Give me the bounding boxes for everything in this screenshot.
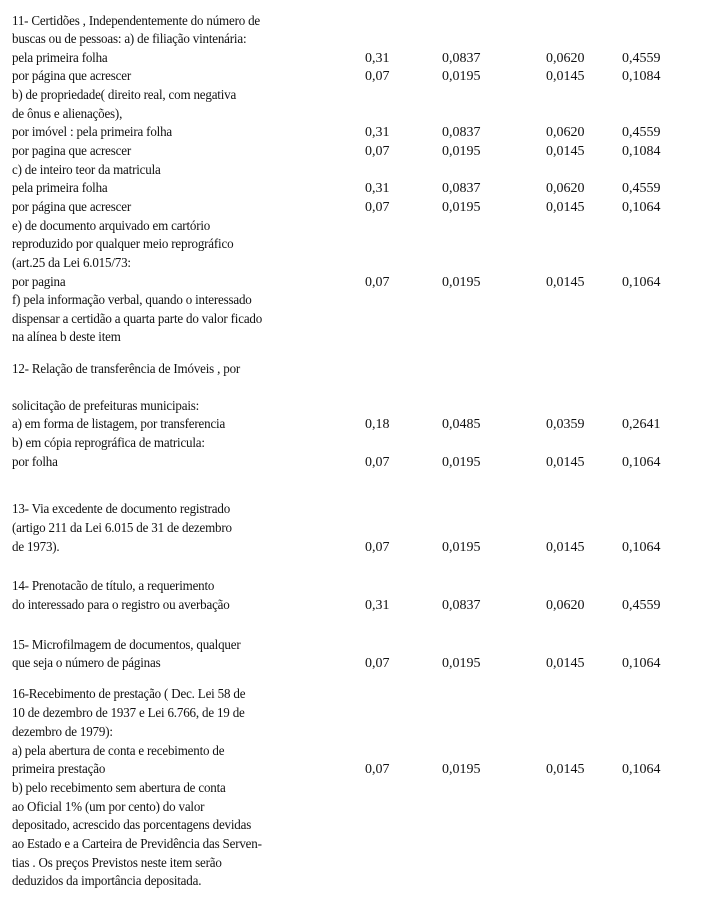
value-col-3: 0,0620: [546, 598, 585, 613]
description-line: do interessado para o registro ou averbação: [12, 598, 230, 613]
value-col-1: 0,07: [365, 656, 390, 671]
description-line: de 1973).: [12, 540, 60, 555]
value-col-1: 0,31: [365, 598, 390, 613]
value-col-4: 0,1064: [622, 762, 661, 777]
description-line: ao Estado e a Carteira de Previdência das Serven-: [12, 837, 262, 852]
value-col-3: 0,0145: [546, 656, 585, 671]
value-col-2: 0,0485: [442, 417, 481, 432]
description-line: (artigo 211 da Lei 6.015 de 31 de dezembro: [12, 521, 232, 536]
value-col-3: 0,0145: [546, 200, 585, 215]
value-col-1: 0,31: [365, 181, 390, 196]
value-col-4: 0,4559: [622, 598, 661, 613]
description-line: primeira prestação: [12, 762, 106, 777]
value-col-4: 0,1064: [622, 540, 661, 555]
description-line: buscas ou de pessoas: a) de filiação vintenária:: [12, 32, 247, 47]
value-col-3: 0,0620: [546, 125, 585, 140]
value-col-1: 0,31: [365, 51, 390, 66]
description-line: b) em cópia reprográfica de matricula:: [12, 436, 205, 451]
section-heading: 14- Prenotacão de título, a requerimento: [12, 579, 215, 594]
description-line: de ônus e alienações),: [12, 107, 123, 122]
value-col-2: 0,0195: [442, 762, 481, 777]
description-line: c) de inteiro teor da matricula: [12, 163, 161, 178]
description-line: 10 de dezembro de 1937 e Lei 6.766, de 19 de: [12, 706, 245, 721]
value-col-2: 0,0195: [442, 69, 481, 84]
value-col-1: 0,07: [365, 200, 390, 215]
value-col-3: 0,0145: [546, 455, 585, 470]
description-line: ao Oficial 1% (um por cento) do valor: [12, 800, 205, 815]
value-col-3: 0,0145: [546, 540, 585, 555]
value-col-4: 0,4559: [622, 125, 661, 140]
description-line: e) de documento arquivado em cartório: [12, 219, 211, 234]
description-line: b) pelo recebimento sem abertura de conta: [12, 781, 226, 796]
value-col-3: 0,0145: [546, 275, 585, 290]
description-line: a) pela abertura de conta e recebimento de: [12, 744, 225, 759]
description-line: depositado, acrescido das porcentagens devidas: [12, 818, 252, 833]
description-line: que seja o número de páginas: [12, 656, 161, 671]
value-col-2: 0,0195: [442, 200, 481, 215]
value-col-4: 0,4559: [622, 51, 661, 66]
value-col-1: 0,07: [365, 144, 390, 159]
value-col-3: 0,0359: [546, 417, 585, 432]
description-line: por pagina que acrescer: [12, 144, 131, 159]
description-line: (art.25 da Lei 6.015/73:: [12, 256, 131, 271]
value-col-3: 0,0620: [546, 181, 585, 196]
value-col-2: 0,0837: [442, 125, 481, 140]
section-heading: 12- Relação de transferência de Imóveis , por: [12, 362, 241, 377]
description-line: f) pela informação verbal, quando o interessado: [12, 293, 252, 308]
value-col-2: 0,0837: [442, 51, 481, 66]
value-col-4: 0,1084: [622, 144, 661, 159]
section-heading: 13- Via excedente de documento registrado: [12, 502, 231, 517]
description-line: por imóvel : pela primeira folha: [12, 125, 173, 140]
description-line: dezembro de 1979):: [12, 725, 113, 740]
value-col-1: 0,07: [365, 540, 390, 555]
value-col-3: 0,0145: [546, 762, 585, 777]
value-col-4: 0,1064: [622, 275, 661, 290]
description-line: a) em forma de listagem, por transferencia: [12, 417, 226, 432]
description-line: por página que acrescer: [12, 200, 131, 215]
value-col-2: 0,0195: [442, 144, 481, 159]
value-col-3: 0,0145: [546, 144, 585, 159]
value-col-2: 0,0195: [442, 656, 481, 671]
description-line: na alínea b deste item: [12, 330, 121, 345]
description-line: pela primeira folha: [12, 181, 108, 196]
description-line: b) de propriedade( direito real, com negativa: [12, 88, 237, 103]
value-col-4: 0,1064: [622, 455, 661, 470]
description-line: por pagina: [12, 275, 66, 290]
value-col-2: 0,0837: [442, 181, 481, 196]
value-col-4: 0,1064: [622, 200, 661, 215]
value-col-2: 0,0195: [442, 540, 481, 555]
description-line: solicitação de prefeituras municipais:: [12, 399, 200, 414]
value-col-4: 0,4559: [622, 181, 661, 196]
section-heading: 11- Certidões , Independentemente do número de: [12, 14, 261, 29]
value-col-1: 0,07: [365, 455, 390, 470]
description-line: dispensar a certidão a quarta parte do valor ficado: [12, 312, 263, 327]
description-line: tias . Os preços Previstos neste item serão: [12, 856, 222, 871]
value-col-4: 0,1084: [622, 69, 661, 84]
value-col-4: 0,2641: [622, 417, 661, 432]
value-col-2: 0,0837: [442, 598, 481, 613]
value-col-4: 0,1064: [622, 656, 661, 671]
section-heading: 16-Recebimento de prestação ( Dec. Lei 58 de: [12, 687, 246, 702]
value-col-1: 0,31: [365, 125, 390, 140]
value-col-3: 0,0620: [546, 51, 585, 66]
value-col-1: 0,18: [365, 417, 390, 432]
description-line: por página que acrescer: [12, 69, 131, 84]
value-col-1: 0,07: [365, 762, 390, 777]
section-heading: 15- Microfilmagem de documentos, qualquer: [12, 638, 241, 653]
description-line: deduzidos da importância depositada.: [12, 874, 202, 889]
description-line: por folha: [12, 455, 58, 470]
value-col-1: 0,07: [365, 275, 390, 290]
value-col-2: 0,0195: [442, 275, 481, 290]
description-line: pela primeira folha: [12, 51, 108, 66]
value-col-3: 0,0145: [546, 69, 585, 84]
value-col-1: 0,07: [365, 69, 390, 84]
description-line: reproduzido por qualquer meio reprográfico: [12, 237, 234, 252]
value-col-2: 0,0195: [442, 455, 481, 470]
